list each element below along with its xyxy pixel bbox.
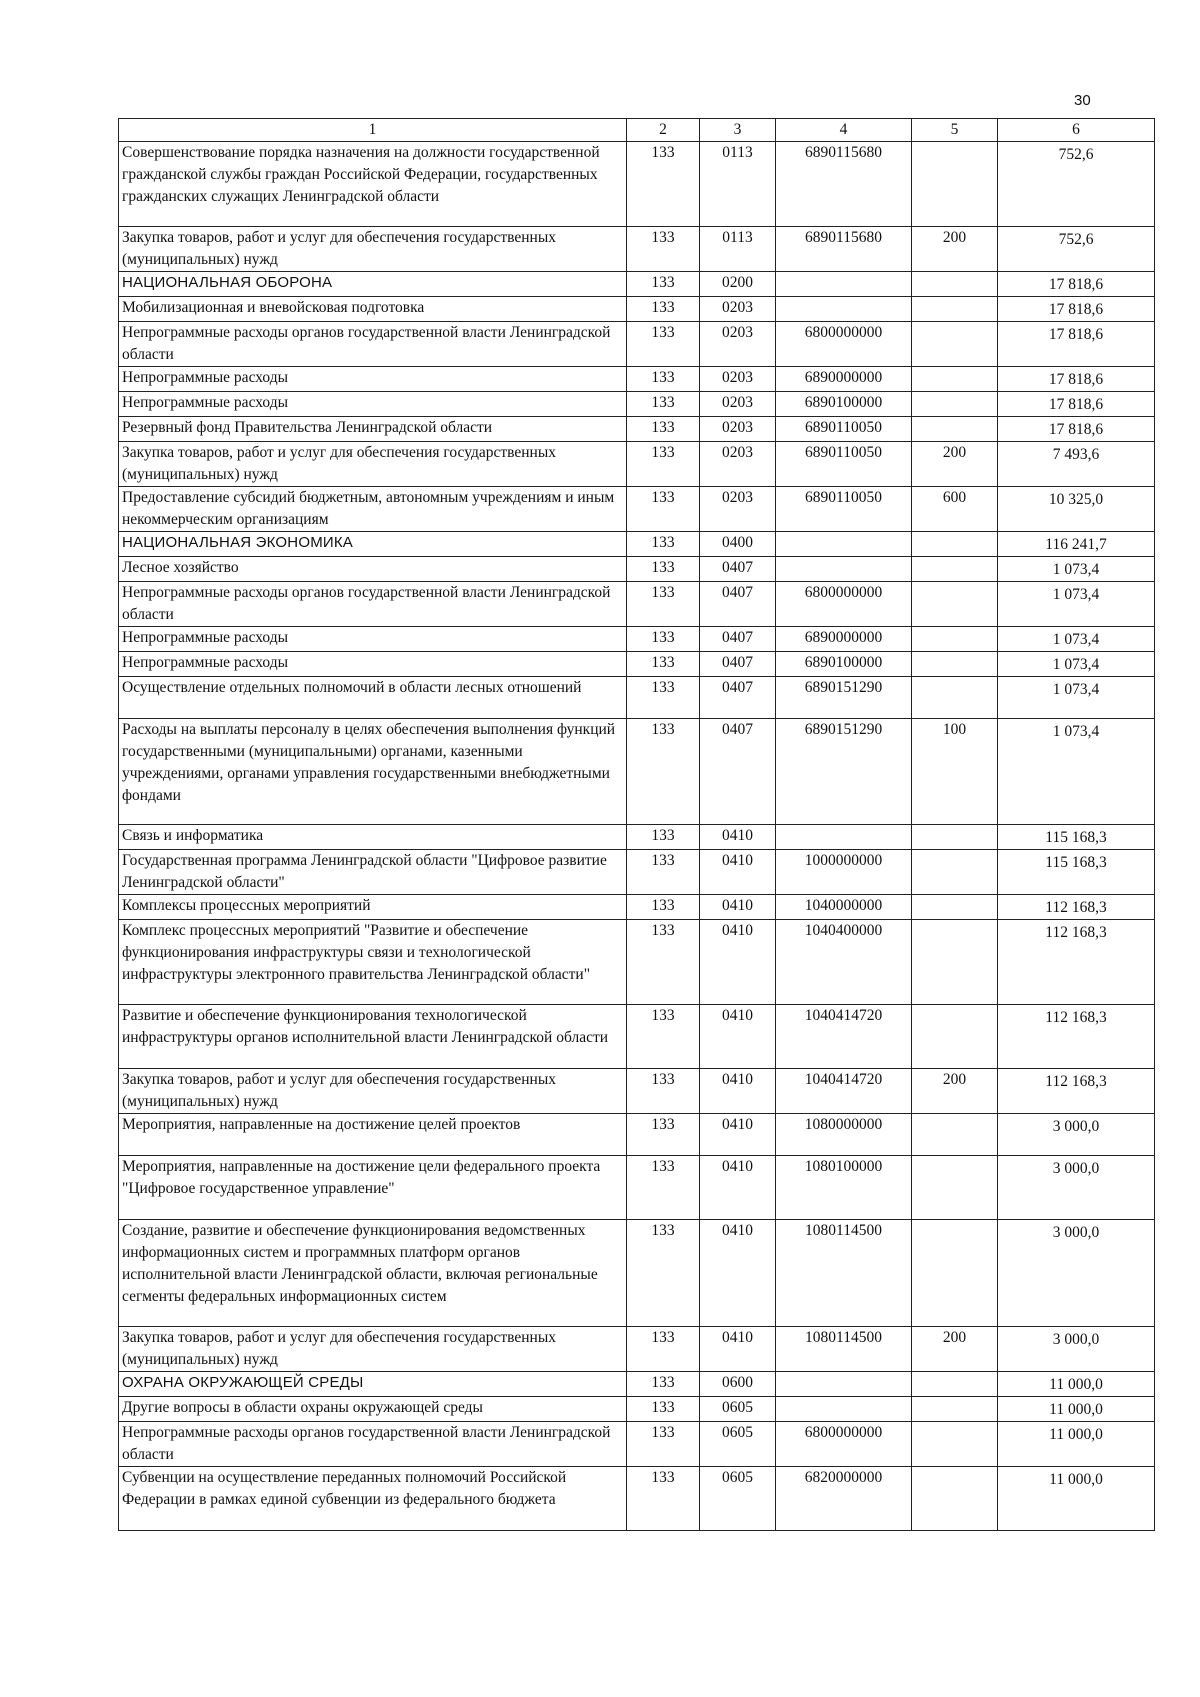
row-sum: 17 818,6 xyxy=(998,297,1155,322)
row-name: Развитие и обеспечение функционирования технологической инфраструктуры органов исполнительной власти Ленинградской области xyxy=(119,1005,627,1069)
row-sum: 11 000,0 xyxy=(998,1397,1155,1422)
row-code: 133 xyxy=(627,1069,700,1114)
row-code: 133 xyxy=(627,1005,700,1069)
row-section: 0407 xyxy=(700,627,776,652)
row-kind: 200 xyxy=(912,1069,998,1114)
table-row xyxy=(119,1372,1155,1397)
row-sum: 3 000,0 xyxy=(998,1114,1155,1156)
row-sum: 1 073,4 xyxy=(998,627,1155,652)
row-name: Связь и информатика xyxy=(119,825,627,850)
table-row xyxy=(119,719,1155,825)
row-kind xyxy=(912,557,998,582)
row-code: 133 xyxy=(627,367,700,392)
row-target: 6890110050 xyxy=(776,417,912,442)
table-row xyxy=(119,322,1155,367)
row-kind xyxy=(912,825,998,850)
row-name: Непрограммные расходы xyxy=(119,627,627,652)
row-code: 133 xyxy=(627,227,700,272)
row-kind xyxy=(912,532,998,557)
table-row xyxy=(119,627,1155,652)
row-code: 133 xyxy=(627,1372,700,1397)
table-row xyxy=(119,1220,1155,1327)
row-sum: 10 325,0 xyxy=(998,487,1155,532)
row-name: Закупка товаров, работ и услуг для обеспечения государственных (муниципальных) нужд xyxy=(119,1069,627,1114)
row-code: 133 xyxy=(627,627,700,652)
row-name: Создание, развитие и обеспечение функционирования ведомственных информационных систем и программных платформ органов исполнительной власти Ленинградской области, включая региональные сегменты федеральных информационных систем xyxy=(119,1220,627,1327)
row-section: 0605 xyxy=(700,1467,776,1531)
row-target xyxy=(776,1372,912,1397)
row-sum: 1 073,4 xyxy=(998,582,1155,627)
row-target: 1080100000 xyxy=(776,1156,912,1220)
row-code: 133 xyxy=(627,652,700,677)
row-kind xyxy=(912,142,998,227)
row-kind xyxy=(912,367,998,392)
row-target xyxy=(776,557,912,582)
row-kind xyxy=(912,1422,998,1467)
row-section: 0200 xyxy=(700,272,776,297)
row-name: Мероприятия, направленные на достижение цели федерального проекта "Цифровое государственное управление" xyxy=(119,1156,627,1220)
row-name: Лесное хозяйство xyxy=(119,557,627,582)
row-target: 6890151290 xyxy=(776,677,912,719)
row-code: 133 xyxy=(627,825,700,850)
row-name: Непрограммные расходы xyxy=(119,367,627,392)
budget-table xyxy=(118,118,1155,1531)
row-target: 6800000000 xyxy=(776,582,912,627)
row-name: Предоставление субсидий бюджетным, автономным учреждениям и иным некоммерческим организациям xyxy=(119,487,627,532)
row-code: 133 xyxy=(627,557,700,582)
row-target xyxy=(776,297,912,322)
row-target: 1000000000 xyxy=(776,850,912,895)
table-row xyxy=(119,367,1155,392)
table-row xyxy=(119,532,1155,557)
column-number-row xyxy=(119,119,1155,142)
table-row xyxy=(119,297,1155,322)
row-name: Государственная программа Ленинградской области "Цифровое развитие Ленинградской области" xyxy=(119,850,627,895)
table-row xyxy=(119,895,1155,920)
row-section: 0407 xyxy=(700,652,776,677)
row-kind xyxy=(912,652,998,677)
table-row xyxy=(119,582,1155,627)
table-row xyxy=(119,557,1155,582)
row-code: 133 xyxy=(627,677,700,719)
row-name: Непрограммные расходы органов государственной власти Ленинградской области xyxy=(119,1422,627,1467)
row-kind xyxy=(912,322,998,367)
row-section: 0203 xyxy=(700,392,776,417)
column-number: 4 xyxy=(776,119,912,142)
table-row xyxy=(119,920,1155,1005)
table-row xyxy=(119,677,1155,719)
row-code: 133 xyxy=(627,297,700,322)
row-sum: 11 000,0 xyxy=(998,1422,1155,1467)
table-row xyxy=(119,392,1155,417)
row-section: 0203 xyxy=(700,417,776,442)
row-section: 0407 xyxy=(700,719,776,825)
row-section: 0203 xyxy=(700,367,776,392)
table-row xyxy=(119,1467,1155,1531)
row-section: 0410 xyxy=(700,1114,776,1156)
row-sum: 7 493,6 xyxy=(998,442,1155,487)
row-section: 0410 xyxy=(700,1005,776,1069)
row-target xyxy=(776,532,912,557)
row-name: Закупка товаров, работ и услуг для обеспечения государственных (муниципальных) нужд xyxy=(119,442,627,487)
row-target: 6890151290 xyxy=(776,719,912,825)
table-row xyxy=(119,1397,1155,1422)
row-name: НАЦИОНАЛЬНАЯ ОБОРОНА xyxy=(119,272,627,297)
row-sum: 115 168,3 xyxy=(998,850,1155,895)
row-kind: 200 xyxy=(912,227,998,272)
row-code: 133 xyxy=(627,1422,700,1467)
row-name: Мобилизационная и вневойсковая подготовка xyxy=(119,297,627,322)
row-sum: 1 073,4 xyxy=(998,652,1155,677)
column-number: 3 xyxy=(700,119,776,142)
row-code: 133 xyxy=(627,582,700,627)
row-target: 6890110050 xyxy=(776,442,912,487)
row-target: 6890115680 xyxy=(776,142,912,227)
table-row xyxy=(119,272,1155,297)
row-kind xyxy=(912,627,998,652)
row-target: 6890000000 xyxy=(776,367,912,392)
row-target: 6890110050 xyxy=(776,487,912,532)
row-code: 133 xyxy=(627,272,700,297)
row-sum: 115 168,3 xyxy=(998,825,1155,850)
row-sum: 112 168,3 xyxy=(998,1069,1155,1114)
column-number: 2 xyxy=(627,119,700,142)
row-name: ОХРАНА ОКРУЖАЮЩЕЙ СРЕДЫ xyxy=(119,1372,627,1397)
row-code: 133 xyxy=(627,487,700,532)
row-sum: 17 818,6 xyxy=(998,392,1155,417)
row-sum: 17 818,6 xyxy=(998,367,1155,392)
row-sum: 17 818,6 xyxy=(998,272,1155,297)
row-kind xyxy=(912,895,998,920)
row-target: 6800000000 xyxy=(776,322,912,367)
row-sum: 17 818,6 xyxy=(998,322,1155,367)
row-target: 1040414720 xyxy=(776,1069,912,1114)
table-row xyxy=(119,417,1155,442)
page-number: 30 xyxy=(1074,92,1091,109)
row-sum: 1 073,4 xyxy=(998,557,1155,582)
row-kind: 200 xyxy=(912,1327,998,1372)
row-section: 0113 xyxy=(700,142,776,227)
table-row xyxy=(119,652,1155,677)
row-code: 133 xyxy=(627,1327,700,1372)
row-sum: 3 000,0 xyxy=(998,1220,1155,1327)
row-target: 6890115680 xyxy=(776,227,912,272)
row-section: 0203 xyxy=(700,442,776,487)
row-name: НАЦИОНАЛЬНАЯ ЭКОНОМИКА xyxy=(119,532,627,557)
row-section: 0407 xyxy=(700,582,776,627)
row-code: 133 xyxy=(627,532,700,557)
row-sum: 752,6 xyxy=(998,142,1155,227)
row-target: 6890100000 xyxy=(776,392,912,417)
row-sum: 116 241,7 xyxy=(998,532,1155,557)
table-row xyxy=(119,1005,1155,1069)
table-row xyxy=(119,487,1155,532)
row-name: Расходы на выплаты персоналу в целях обеспечения выполнения функций государственными (муниципальными) органами, казенными учреждениями, органами управления государственными внебюджетными фондами xyxy=(119,719,627,825)
row-target xyxy=(776,1397,912,1422)
row-target: 1080114500 xyxy=(776,1327,912,1372)
row-name: Закупка товаров, работ и услуг для обеспечения государственных (муниципальных) нужд xyxy=(119,1327,627,1372)
table-row xyxy=(119,825,1155,850)
row-code: 133 xyxy=(627,322,700,367)
row-name: Мероприятия, направленные на достижение целей проектов xyxy=(119,1114,627,1156)
column-number: 6 xyxy=(998,119,1155,142)
row-code: 133 xyxy=(627,442,700,487)
row-target: 1040000000 xyxy=(776,895,912,920)
row-name: Непрограммные расходы xyxy=(119,652,627,677)
row-target: 6820000000 xyxy=(776,1467,912,1531)
row-kind xyxy=(912,392,998,417)
row-sum: 112 168,3 xyxy=(998,920,1155,1005)
table-row xyxy=(119,1422,1155,1467)
row-kind xyxy=(912,1372,998,1397)
row-code: 133 xyxy=(627,1114,700,1156)
row-kind: 100 xyxy=(912,719,998,825)
row-section: 0605 xyxy=(700,1422,776,1467)
row-kind xyxy=(912,1467,998,1531)
row-sum: 17 818,6 xyxy=(998,417,1155,442)
row-name: Другие вопросы в области охраны окружающей среды xyxy=(119,1397,627,1422)
row-kind: 600 xyxy=(912,487,998,532)
row-target: 6890100000 xyxy=(776,652,912,677)
row-name: Закупка товаров, работ и услуг для обеспечения государственных (муниципальных) нужд xyxy=(119,227,627,272)
row-section: 0410 xyxy=(700,825,776,850)
row-kind xyxy=(912,1220,998,1327)
row-name: Совершенствование порядка назначения на должности государственной гражданской службы граждан Российской Федерации, государственных гражданских служащих Ленинградской области xyxy=(119,142,627,227)
row-name: Резервный фонд Правительства Ленинградской области xyxy=(119,417,627,442)
row-code: 133 xyxy=(627,1220,700,1327)
row-code: 133 xyxy=(627,392,700,417)
row-code: 133 xyxy=(627,895,700,920)
table-row xyxy=(119,227,1155,272)
row-target xyxy=(776,272,912,297)
table-row xyxy=(119,442,1155,487)
row-name: Непрограммные расходы органов государственной власти Ленинградской области xyxy=(119,322,627,367)
row-section: 0410 xyxy=(700,1327,776,1372)
row-code: 133 xyxy=(627,417,700,442)
row-sum: 112 168,3 xyxy=(998,1005,1155,1069)
row-kind xyxy=(912,417,998,442)
row-target: 1040400000 xyxy=(776,920,912,1005)
row-target: 6800000000 xyxy=(776,1422,912,1467)
row-code: 133 xyxy=(627,142,700,227)
row-section: 0203 xyxy=(700,322,776,367)
row-section: 0410 xyxy=(700,1220,776,1327)
row-section: 0410 xyxy=(700,850,776,895)
row-section: 0203 xyxy=(700,487,776,532)
row-code: 133 xyxy=(627,920,700,1005)
row-section: 0410 xyxy=(700,1156,776,1220)
row-sum: 752,6 xyxy=(998,227,1155,272)
row-name: Комплекс процессных мероприятий "Развитие и обеспечение функционирования инфраструктуры связи и технологической инфраструктуры электронного правительства Ленинградской области" xyxy=(119,920,627,1005)
row-section: 0605 xyxy=(700,1397,776,1422)
row-kind xyxy=(912,272,998,297)
row-section: 0600 xyxy=(700,1372,776,1397)
row-sum: 112 168,3 xyxy=(998,895,1155,920)
row-kind xyxy=(912,677,998,719)
column-number: 5 xyxy=(912,119,998,142)
row-target xyxy=(776,825,912,850)
row-code: 133 xyxy=(627,1397,700,1422)
row-name: Непрограммные расходы xyxy=(119,392,627,417)
row-sum: 1 073,4 xyxy=(998,719,1155,825)
row-target: 1080114500 xyxy=(776,1220,912,1327)
row-section: 0113 xyxy=(700,227,776,272)
row-sum: 3 000,0 xyxy=(998,1327,1155,1372)
row-sum: 3 000,0 xyxy=(998,1156,1155,1220)
row-target: 1080000000 xyxy=(776,1114,912,1156)
table-row xyxy=(119,1327,1155,1372)
row-name: Непрограммные расходы органов государственной власти Ленинградской области xyxy=(119,582,627,627)
row-sum: 11 000,0 xyxy=(998,1372,1155,1397)
row-kind xyxy=(912,920,998,1005)
table-row xyxy=(119,1069,1155,1114)
row-section: 0410 xyxy=(700,1069,776,1114)
row-kind xyxy=(912,1005,998,1069)
table-row xyxy=(119,1114,1155,1156)
table-body xyxy=(119,119,1155,1531)
row-sum: 11 000,0 xyxy=(998,1467,1155,1531)
row-sum: 1 073,4 xyxy=(998,677,1155,719)
row-kind xyxy=(912,1114,998,1156)
table-row xyxy=(119,850,1155,895)
row-name: Комплексы процессных мероприятий xyxy=(119,895,627,920)
row-code: 133 xyxy=(627,1156,700,1220)
row-section: 0410 xyxy=(700,920,776,1005)
row-kind xyxy=(912,1397,998,1422)
row-kind xyxy=(912,850,998,895)
table-row xyxy=(119,142,1155,227)
row-kind xyxy=(912,1156,998,1220)
row-kind xyxy=(912,582,998,627)
row-section: 0410 xyxy=(700,895,776,920)
row-section: 0407 xyxy=(700,557,776,582)
row-name: Субвенции на осуществление переданных полномочий Российской Федерации в рамках единой субвенции из федерального бюджета xyxy=(119,1467,627,1531)
row-code: 133 xyxy=(627,1467,700,1531)
row-target: 6890000000 xyxy=(776,627,912,652)
row-section: 0400 xyxy=(700,532,776,557)
row-section: 0203 xyxy=(700,297,776,322)
table-row xyxy=(119,1156,1155,1220)
row-code: 133 xyxy=(627,850,700,895)
row-kind xyxy=(912,297,998,322)
row-name: Осуществление отдельных полномочий в области лесных отношений xyxy=(119,677,627,719)
row-section: 0407 xyxy=(700,677,776,719)
column-number: 1 xyxy=(119,119,627,142)
row-target: 1040414720 xyxy=(776,1005,912,1069)
row-code: 133 xyxy=(627,719,700,825)
row-kind: 200 xyxy=(912,442,998,487)
